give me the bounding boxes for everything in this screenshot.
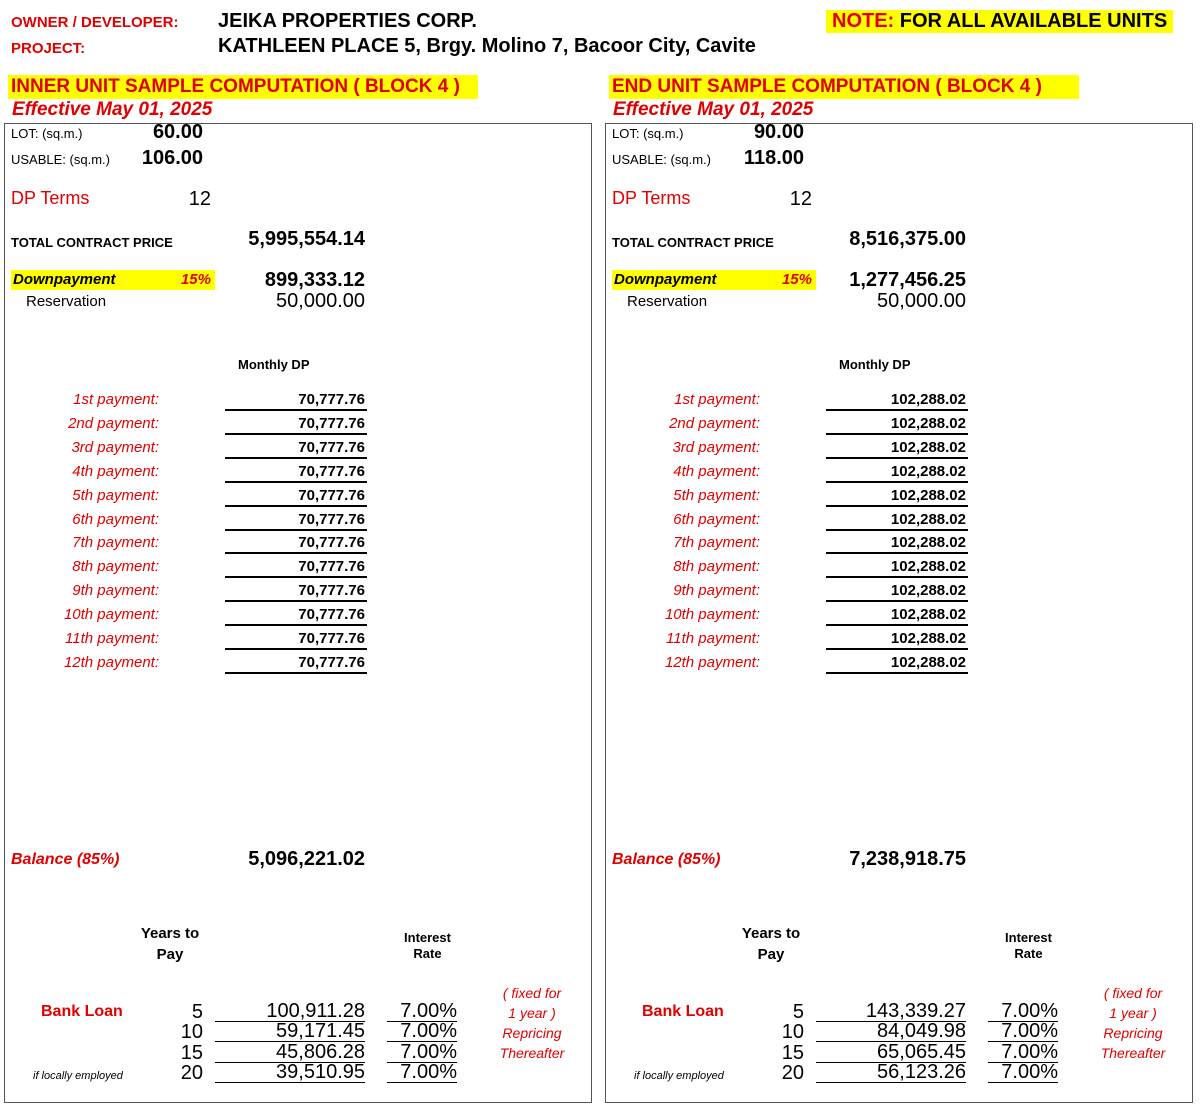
lot-value: 90.00: [753, 121, 804, 143]
loan-interest-rate: 7.00%: [988, 1022, 1058, 1042]
rate-header: [390, 930, 465, 962]
payment-value: 102,288.02: [826, 534, 968, 554]
balance-value: 7,238,918.75: [849, 848, 966, 870]
payment-value: 70,777.76: [225, 582, 367, 602]
loan-monthly-amortization: 56,123.26: [816, 1063, 966, 1083]
fixed-note-line1: ( fixed for: [502, 985, 562, 1001]
downpayment-label: Downpayment: [13, 271, 116, 288]
payment-value: 102,288.02: [826, 558, 968, 578]
loan-years: 5: [191, 1001, 203, 1023]
loan-interest-rate: 7.00%: [387, 1043, 457, 1063]
payment-label: 1st payment:: [674, 391, 760, 408]
owner-value: JEIKA PROPERTIES CORP.: [218, 10, 477, 32]
payment-label: 4th payment:: [72, 462, 159, 480]
payment-label: 3rd payment:: [672, 438, 760, 456]
fixed-rate-note: [487, 983, 577, 1063]
dp-terms-label: DP Terms: [612, 188, 691, 208]
downpayment-value: 899,333.12: [264, 269, 365, 291]
effective-date: Effective May 01, 2025: [12, 99, 213, 120]
payment-value: 102,288.02: [826, 439, 968, 459]
payment-label: 4th payment:: [673, 462, 760, 480]
payment-label: 2nd payment:: [68, 414, 159, 432]
payment-label: 12th payment:: [664, 653, 760, 671]
downpayment-pct: 15%: [180, 271, 211, 288]
loan-monthly-amortization: 45,806.28: [215, 1043, 365, 1063]
usable-label: USABLE: (sq.m.): [11, 152, 110, 167]
payment-label: 6th payment:: [673, 510, 760, 528]
loan-interest-rate: 7.00%: [988, 1063, 1058, 1083]
payment-label: 5th payment:: [673, 486, 760, 504]
downpayment-label: Downpayment: [614, 271, 717, 288]
loan-years: 15: [781, 1041, 804, 1064]
panel-box: [605, 123, 1193, 1103]
payment-value: 70,777.76: [225, 534, 367, 554]
project-label: PROJECT:: [11, 40, 86, 57]
panel-title: INNER UNIT SAMPLE COMPUTATION ( BLOCK 4 ): [8, 75, 478, 99]
loan-years: 10: [180, 1021, 203, 1044]
loan-years: 15: [180, 1041, 203, 1064]
payment-label: 2nd payment:: [669, 414, 760, 432]
payment-value: 70,777.76: [225, 487, 367, 507]
reservation-label: Reservation: [26, 293, 107, 310]
tcp-label: TOTAL CONTRACT PRICE: [612, 235, 774, 250]
payment-value: 70,777.76: [225, 558, 367, 578]
payment-value: 102,288.02: [826, 415, 968, 435]
payment-label: 8th payment:: [673, 558, 760, 576]
payment-value: 102,288.02: [826, 511, 968, 531]
rate-header-line1: Interest: [404, 930, 451, 945]
rate-header-line1: Interest: [1005, 930, 1052, 945]
panel-title: END UNIT SAMPLE COMPUTATION ( BLOCK 4 ): [609, 75, 1079, 99]
balance-label: Balance (85%): [11, 851, 120, 868]
reservation-value: 50,000.00: [877, 290, 966, 312]
years-header: [125, 923, 215, 965]
loan-monthly-amortization: 100,911.28: [215, 1002, 365, 1022]
payment-value: 102,288.02: [826, 606, 968, 626]
usable-value: 106.00: [141, 147, 203, 169]
years-header-line1: Years to: [741, 925, 801, 942]
bank-loan-label: Bank Loan: [642, 1003, 724, 1020]
payment-label: 9th payment:: [72, 582, 159, 600]
balance-value: 5,096,221.02: [248, 848, 365, 870]
loan-monthly-amortization: 143,339.27: [816, 1002, 966, 1022]
fixed-note-line3: Repricing: [1103, 1025, 1163, 1041]
balance-label: Balance (85%): [612, 851, 721, 868]
fixed-note-line1: ( fixed for: [1103, 985, 1163, 1001]
monthly-dp-header: Monthly DP: [839, 357, 911, 372]
years-header: [726, 923, 816, 965]
payment-label: 3rd payment:: [71, 438, 159, 456]
owner-label: OWNER / DEVELOPER:: [11, 14, 179, 31]
loan-interest-rate: 7.00%: [387, 1063, 457, 1083]
loan-interest-rate: 7.00%: [387, 1022, 457, 1042]
payment-value: 102,288.02: [826, 391, 968, 411]
payment-value: 70,777.76: [225, 439, 367, 459]
monthly-dp-header: Monthly DP: [238, 357, 310, 372]
fixed-note-line4: Thereafter: [1100, 1045, 1166, 1061]
payment-value: 102,288.02: [826, 582, 968, 602]
lot-label: LOT: (sq.m.): [11, 126, 83, 141]
tcp-value: 8,516,375.00: [849, 228, 966, 250]
tcp-label: TOTAL CONTRACT PRICE: [11, 235, 173, 250]
downpayment-bar: [11, 270, 215, 290]
fixed-note-line2: 1 year ): [1109, 1005, 1157, 1021]
reservation-value: 50,000.00: [276, 290, 365, 312]
rate-header-line2: Rate: [1014, 946, 1043, 961]
years-header-line2: Pay: [757, 946, 785, 963]
payment-label: 6th payment:: [72, 510, 159, 528]
loan-monthly-amortization: 59,171.45: [215, 1022, 365, 1042]
payment-value: 102,288.02: [826, 487, 968, 507]
lot-value: 60.00: [152, 121, 203, 143]
payment-value: 70,777.76: [225, 630, 367, 650]
payment-label: 9th payment:: [673, 582, 760, 600]
payment-label: 10th payment:: [63, 606, 159, 624]
payment-value: 102,288.02: [826, 463, 968, 483]
loan-monthly-amortization: 84,049.98: [816, 1022, 966, 1042]
payment-label: 10th payment:: [664, 606, 760, 624]
fixed-note-line4: Thereafter: [499, 1045, 565, 1061]
locally-employed-label: if locally employed: [33, 1070, 123, 1082]
payment-label: 1st payment:: [73, 391, 159, 408]
loan-years: 20: [180, 1061, 203, 1084]
note-text: FOR ALL AVAILABLE UNITS: [899, 10, 1168, 32]
tcp-value: 5,995,554.14: [248, 228, 365, 250]
payment-value: 70,777.76: [225, 463, 367, 483]
dp-terms-label: DP Terms: [11, 188, 90, 208]
note-prefix: NOTE:: [832, 10, 895, 32]
payment-label: 12th payment:: [63, 653, 159, 671]
usable-value: 118.00: [743, 147, 804, 169]
years-header-line2: Pay: [156, 946, 184, 963]
note-badge: [826, 10, 1173, 33]
fixed-rate-note: [1088, 983, 1178, 1063]
payment-label: 7th payment:: [673, 534, 760, 552]
loan-years: 10: [781, 1021, 804, 1044]
payment-label: 5th payment:: [72, 486, 159, 504]
loan-interest-rate: 7.00%: [988, 1002, 1058, 1022]
loan-years: 5: [792, 1001, 804, 1023]
loan-years: 20: [781, 1061, 804, 1084]
bank-loan-label: Bank Loan: [41, 1003, 123, 1020]
reservation-label: Reservation: [627, 293, 708, 310]
fixed-note-line3: Repricing: [502, 1025, 562, 1041]
panel-box: [4, 123, 592, 1103]
project-value: KATHLEEN PLACE 5, Brgy. Molino 7, Bacoor City, Cavite: [218, 35, 756, 57]
loan-monthly-amortization: 65,065.45: [816, 1043, 966, 1063]
fixed-note-line2: 1 year ): [508, 1005, 556, 1021]
rate-header-line2: Rate: [413, 946, 442, 961]
payment-value: 102,288.02: [826, 630, 968, 650]
payment-label: 7th payment:: [72, 534, 159, 552]
loan-interest-rate: 7.00%: [387, 1002, 457, 1022]
locally-employed-label: if locally employed: [634, 1070, 724, 1082]
payment-value: 70,777.76: [225, 654, 367, 674]
payment-label: 8th payment:: [72, 558, 159, 576]
downpayment-bar: [612, 270, 816, 290]
payment-label: 11th payment:: [65, 630, 159, 647]
years-header-line1: Years to: [140, 925, 200, 942]
loan-interest-rate: 7.00%: [988, 1043, 1058, 1063]
dp-terms-value: 12: [188, 188, 211, 210]
payment-value: 70,777.76: [225, 606, 367, 626]
downpayment-value: 1,277,456.25: [849, 269, 966, 291]
payment-value: 70,777.76: [225, 415, 367, 435]
downpayment-pct: 15%: [781, 271, 812, 288]
payment-label: 11th payment:: [666, 630, 760, 647]
loan-monthly-amortization: 39,510.95: [215, 1063, 365, 1083]
payment-value: 102,288.02: [826, 654, 968, 674]
effective-date: Effective May 01, 2025: [613, 99, 814, 120]
rate-header: [991, 930, 1066, 962]
payment-value: 70,777.76: [225, 511, 367, 531]
usable-label: USABLE: (sq.m.): [612, 152, 711, 167]
lot-label: LOT: (sq.m.): [612, 126, 684, 141]
dp-terms-value: 12: [789, 188, 812, 210]
payment-value: 70,777.76: [225, 391, 367, 411]
